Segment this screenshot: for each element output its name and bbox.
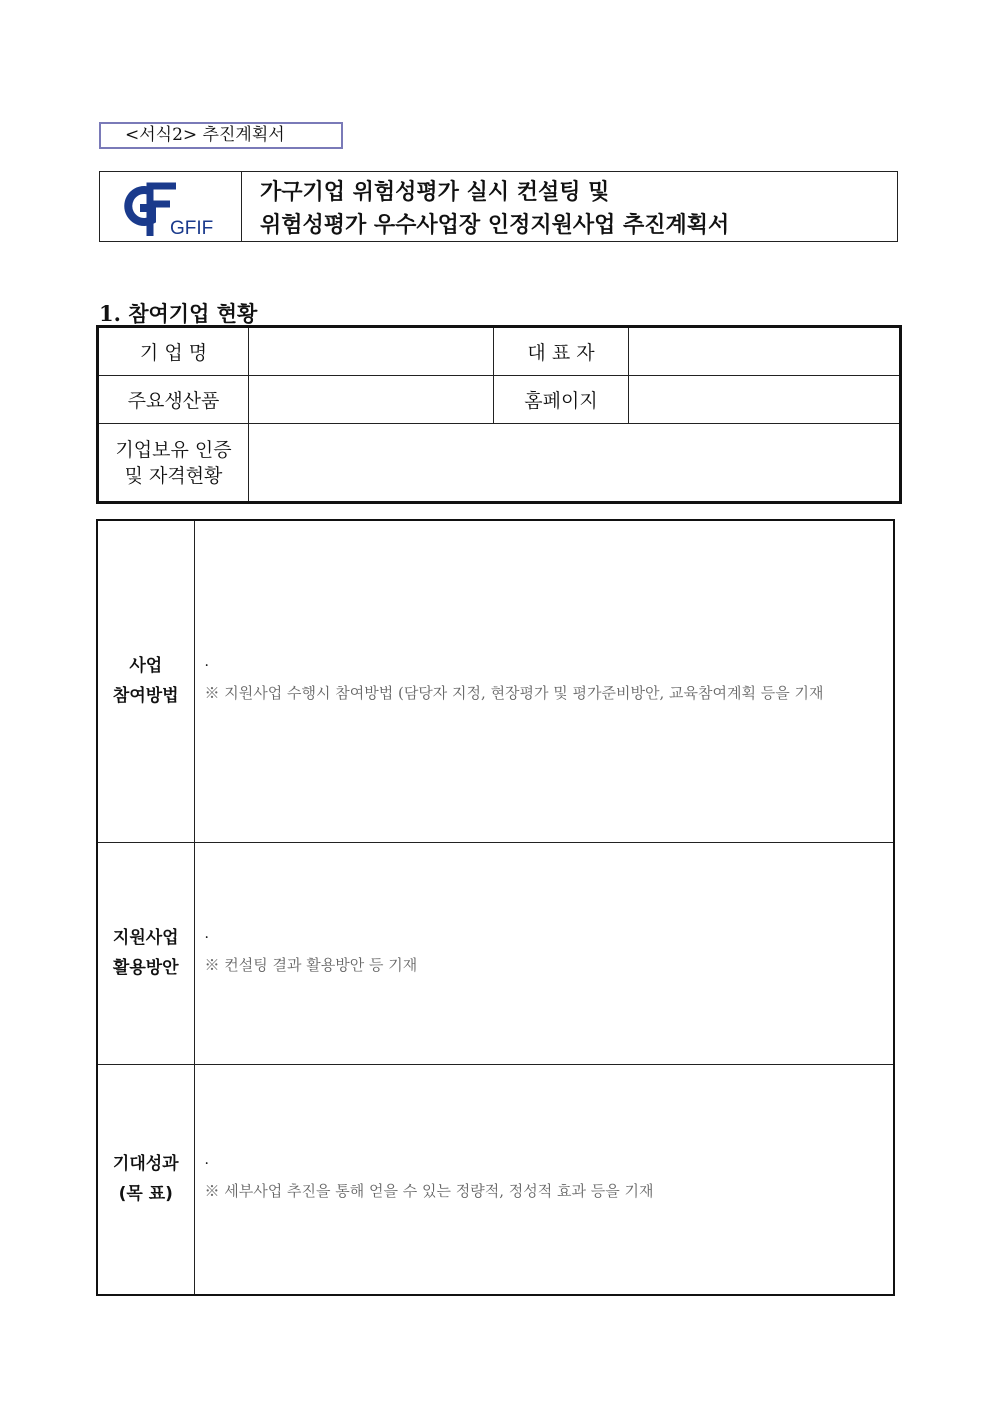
- label-line-1: 기대성과: [112, 1154, 179, 1175]
- label-line-2: (목 표): [118, 1184, 173, 1205]
- logo-text: GFIF: [170, 218, 214, 239]
- title-box: [99, 171, 898, 242]
- guidance-note: ※ 컨설팅 결과 활용방안 등 기재: [204, 955, 418, 974]
- utilization-plan-label: [97, 842, 194, 1064]
- title-line-1: 가구기업 위험성평가 실시 컨설팅 및: [260, 179, 610, 205]
- certification-field[interactable]: [249, 424, 901, 503]
- bullet-marker: ·: [204, 1155, 209, 1172]
- guidance-note: ※ 지원사업 수행시 참여방법 (담당자 지정, 현장평가 및 평가준비방안, 교육참여계획 등을 기재: [204, 683, 824, 702]
- participation-method-label: [97, 520, 194, 842]
- company-name-label: 기 업 명: [98, 327, 249, 376]
- certification-label-line-2: 및 자격현황: [124, 464, 223, 487]
- label-line-1: 지원사업: [112, 928, 179, 948]
- plan-table: [96, 519, 895, 1296]
- title-line-2: 위험성평가 우수사업장 인정지원사업 추진계획서: [260, 212, 730, 238]
- utilization-plan-field[interactable]: [194, 842, 894, 1064]
- table-row: [97, 1064, 894, 1295]
- main-products-label: 주요생산품: [98, 376, 249, 424]
- certification-label: [98, 424, 249, 503]
- table-row: [98, 376, 901, 424]
- logo-cell: [100, 172, 242, 241]
- label-line-2: 참여방법: [112, 686, 179, 707]
- ceo-label: 대 표 자: [494, 327, 629, 376]
- main-products-field[interactable]: [249, 376, 494, 424]
- label-line-1: 사업: [129, 656, 163, 677]
- table-row: [98, 327, 901, 376]
- section-heading: 1. 참여기업 현황: [99, 301, 258, 326]
- label-line-2: 활용방안: [112, 958, 179, 978]
- homepage-label: 홈페이지: [494, 376, 629, 424]
- expected-results-field[interactable]: [194, 1064, 894, 1295]
- bullet-marker: ·: [204, 657, 209, 674]
- expected-results-label: [97, 1064, 194, 1295]
- bullet-marker: ·: [204, 929, 209, 946]
- table-row: [97, 842, 894, 1064]
- gfif-logo-icon: [100, 172, 242, 241]
- company-info-table: [96, 325, 902, 504]
- document-title: [260, 176, 880, 242]
- company-name-field[interactable]: [249, 327, 494, 376]
- form-tag: <서식2> 추진계획서: [99, 122, 343, 149]
- ceo-field[interactable]: [629, 327, 901, 376]
- guidance-note: ※ 세부사업 추진을 통해 얻을 수 있는 정량적, 정성적 효과 등을 기재: [204, 1181, 654, 1200]
- homepage-field[interactable]: [629, 376, 901, 424]
- table-row: [98, 424, 901, 503]
- table-row: [97, 520, 894, 842]
- certification-label-line-1: 기업보유 인증: [115, 438, 232, 461]
- participation-method-field[interactable]: [194, 520, 894, 842]
